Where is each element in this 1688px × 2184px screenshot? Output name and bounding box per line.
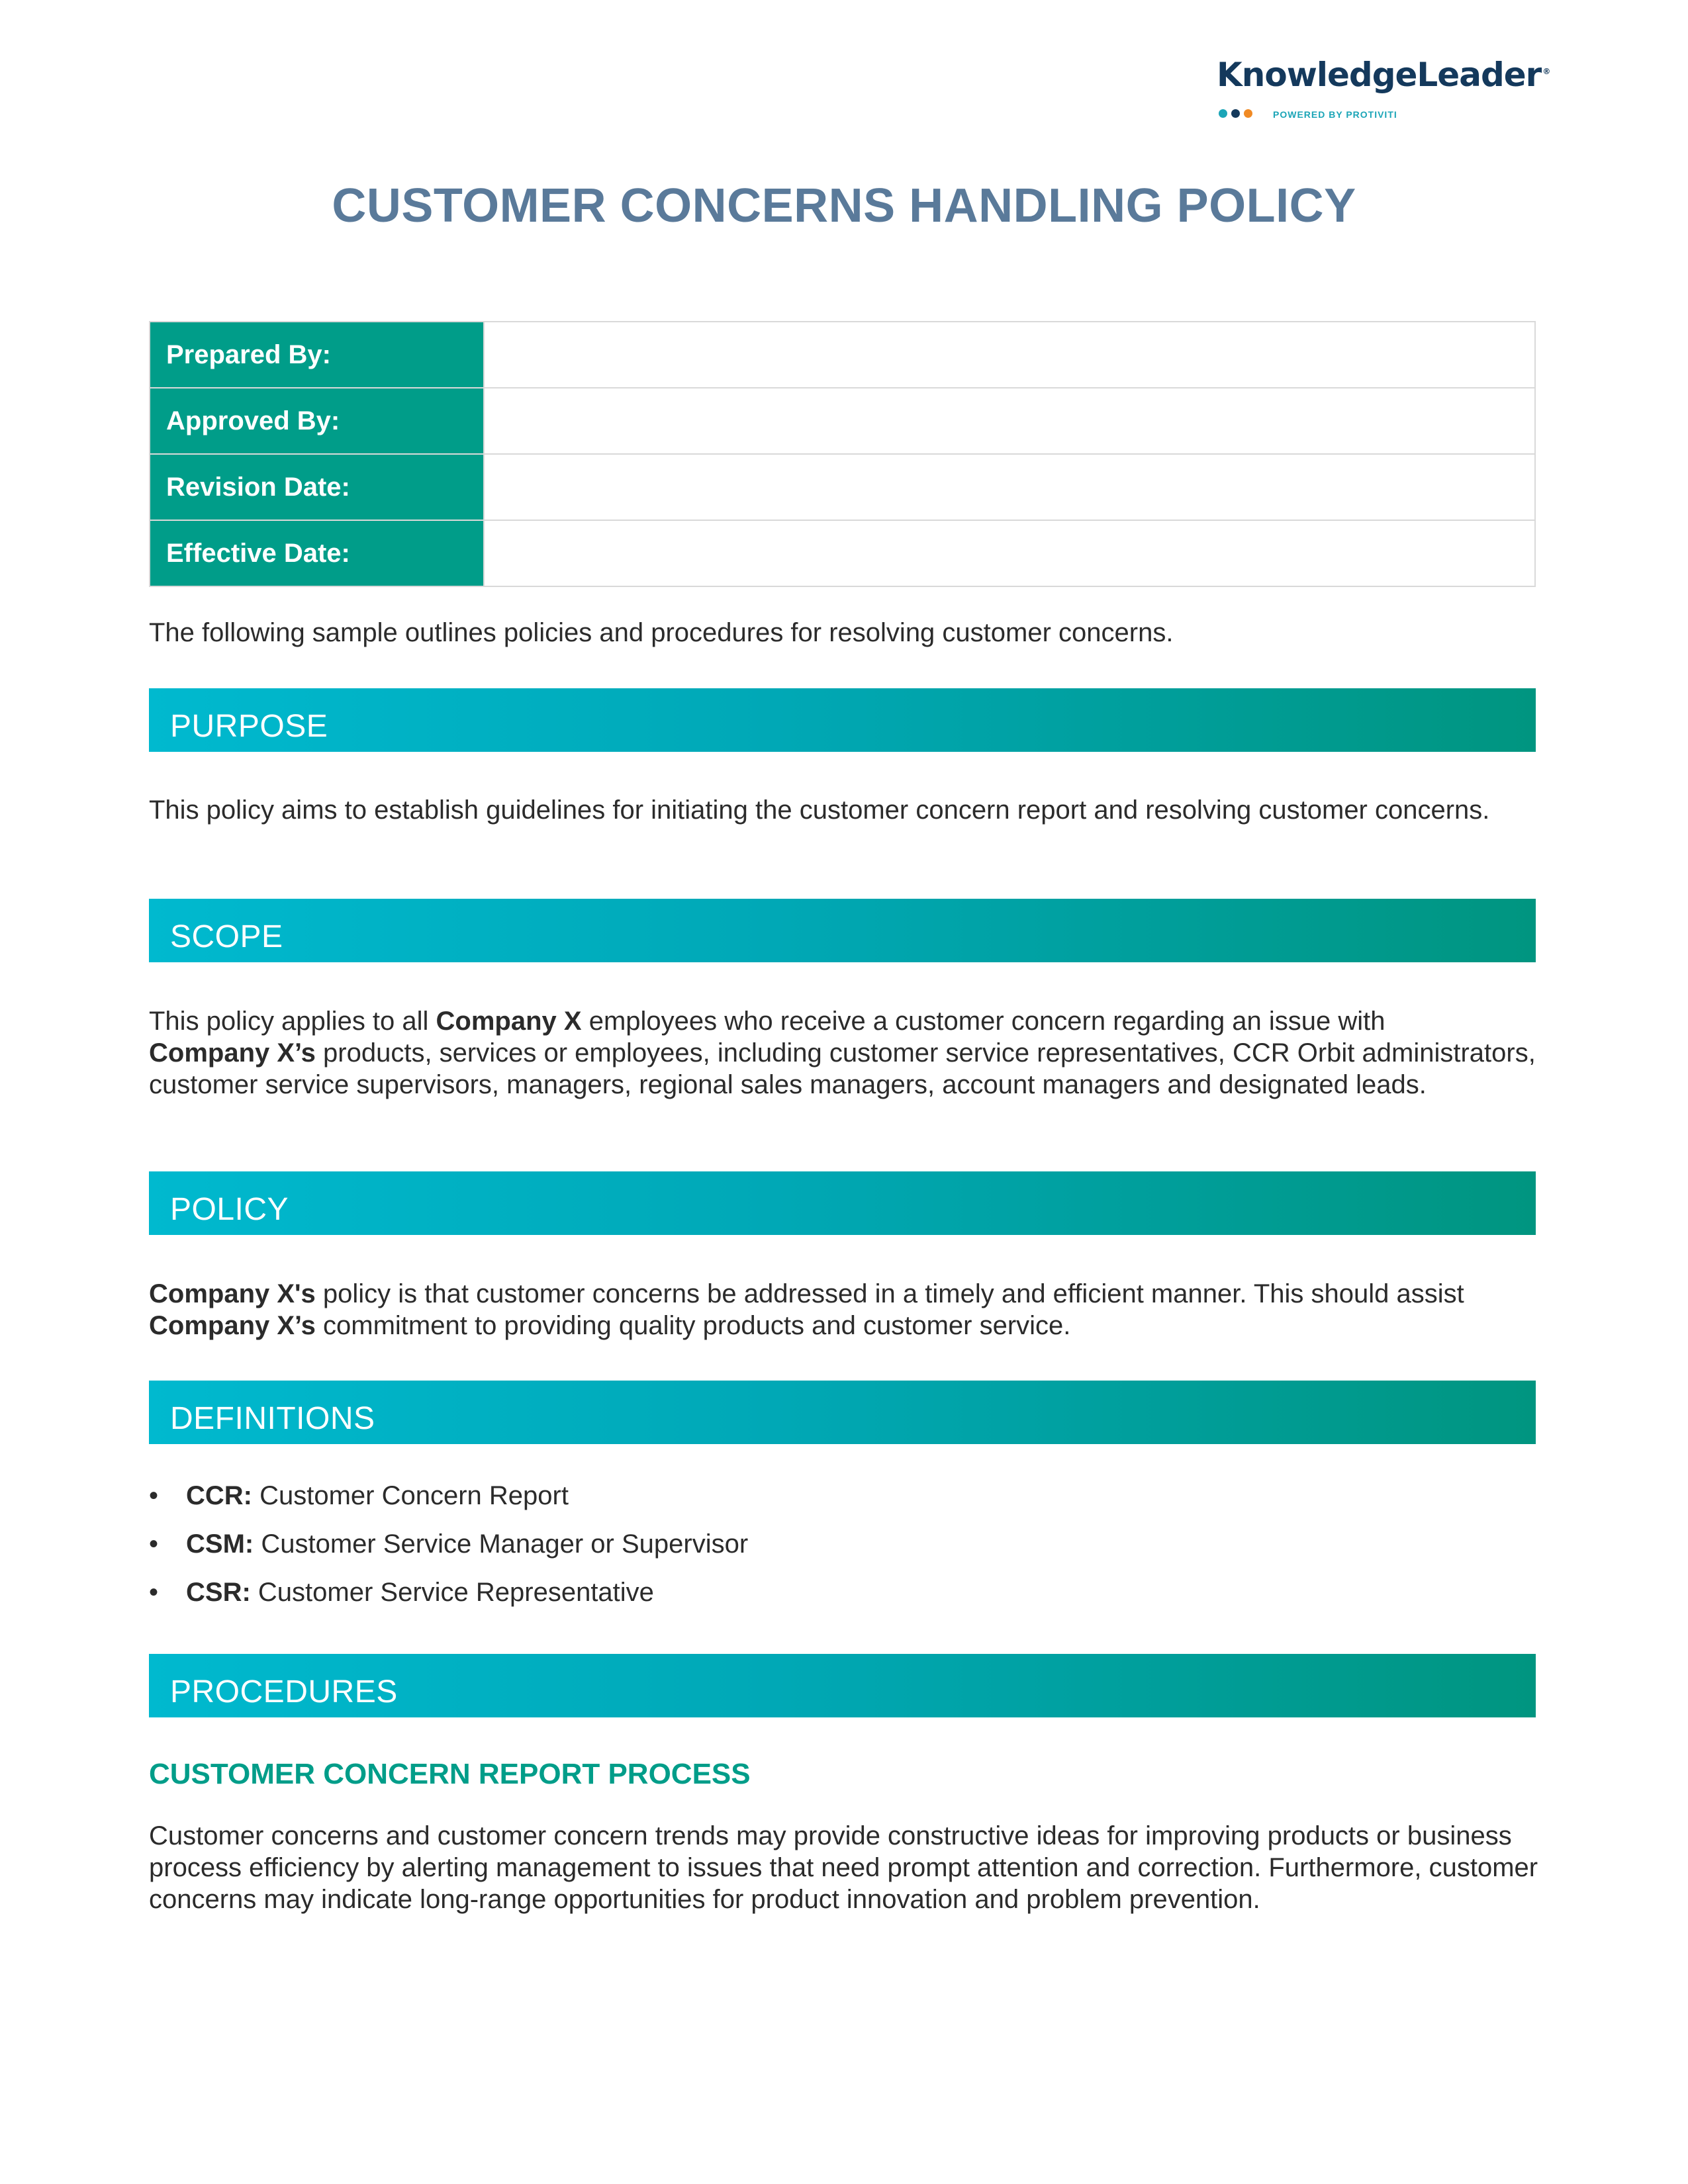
scope-text-part: This policy applies to all xyxy=(149,1007,436,1036)
document-title: CUSTOMER CONCERNS HANDLING POLICY xyxy=(332,179,1356,232)
prepared-by-label: Prepared By: xyxy=(150,322,484,388)
bullet-icon: • xyxy=(149,1529,159,1559)
company-name: Company X’s xyxy=(149,1038,316,1068)
logo-registered-mark: ® xyxy=(1542,67,1550,77)
table-row xyxy=(150,454,1535,520)
logo-dots-icon xyxy=(1219,109,1252,118)
definitions-section-header xyxy=(149,1381,1536,1444)
policy-heading: POLICY xyxy=(170,1192,289,1227)
procedures-text: Customer concerns and customer concern trends may provide constructive ideas for improving products or business process efficiency by alerting management to issues that need prompt attention and correction. Furthermore, customer concerns may indicate long-range opportunities for product innovation and problem prevention. xyxy=(149,1821,1538,1914)
scope-heading: SCOPE xyxy=(170,919,283,954)
scope-section-header xyxy=(149,899,1536,962)
company-name: Company X’s xyxy=(149,1311,316,1340)
intro-text: The following sample outlines policies and procedures for resolving customer concerns. xyxy=(149,618,1174,647)
definitions-heading: DEFINITIONS xyxy=(170,1401,375,1436)
company-name: Company X's xyxy=(149,1279,316,1308)
purpose-text: This policy aims to establish guidelines for initiating the customer concern report and resolving customer concerns. xyxy=(149,796,1490,825)
definition-term: CSR: xyxy=(186,1578,251,1607)
bullet-icon: • xyxy=(149,1578,159,1607)
procedures-subheading: CUSTOMER CONCERN REPORT PROCESS xyxy=(149,1758,751,1790)
logo-dot-1 xyxy=(1219,109,1227,118)
definition-text xyxy=(186,1480,569,1512)
policy-text xyxy=(149,1278,1552,1342)
definition-text xyxy=(186,1576,654,1608)
logo-dot-2 xyxy=(1231,109,1240,118)
document-info-table xyxy=(149,321,1536,587)
revision-date-value[interactable] xyxy=(484,454,1535,520)
definition-description: Customer Concern Report xyxy=(252,1481,569,1510)
bullet-icon: • xyxy=(149,1481,159,1510)
approved-by-label: Approved By: xyxy=(150,388,484,454)
table-row xyxy=(150,322,1535,388)
definition-description: Customer Service Manager or Supervisor xyxy=(254,1529,749,1559)
effective-date-label: Effective Date: xyxy=(150,520,484,586)
effective-date-value[interactable] xyxy=(484,520,1535,586)
definition-text xyxy=(186,1528,748,1560)
purpose-section-header xyxy=(149,688,1536,752)
procedures-section-header xyxy=(149,1654,1536,1717)
definition-term: CSM: xyxy=(186,1529,254,1559)
definition-description: Customer Service Representative xyxy=(250,1578,654,1607)
policy-text-part: commitment to providing quality products and customer service. xyxy=(315,1311,1071,1340)
policy-section-header xyxy=(149,1171,1536,1235)
logo-tagline: POWERED BY PROTIVITI xyxy=(1273,109,1397,120)
logo-wordmark xyxy=(1217,56,1550,94)
company-name: Company X xyxy=(436,1007,582,1036)
purpose-heading: PURPOSE xyxy=(170,709,328,744)
approved-by-value[interactable] xyxy=(484,388,1535,454)
policy-text-part: policy is that customer concerns be addressed in a timely and efficient manner. This should assist xyxy=(315,1279,1464,1308)
revision-date-label: Revision Date: xyxy=(150,454,484,520)
table-row xyxy=(150,388,1535,454)
definition-term: CCR: xyxy=(186,1481,252,1510)
prepared-by-value[interactable] xyxy=(484,322,1535,388)
scope-text-part: employees who receive a customer concern regarding an issue with xyxy=(581,1007,1385,1036)
procedures-heading: PROCEDURES xyxy=(170,1674,398,1709)
scope-text xyxy=(149,1005,1539,1101)
scope-text-part: products, services or employees, including customer service representatives, CCR Orbit administrators, customer service supervisors, managers, regional sales managers, account managers and designated leads. xyxy=(149,1038,1536,1099)
logo-name: KnowledgeLeader xyxy=(1217,56,1542,94)
table-row xyxy=(150,520,1535,586)
brand-logo xyxy=(1217,56,1550,128)
logo-dot-3 xyxy=(1244,109,1252,118)
